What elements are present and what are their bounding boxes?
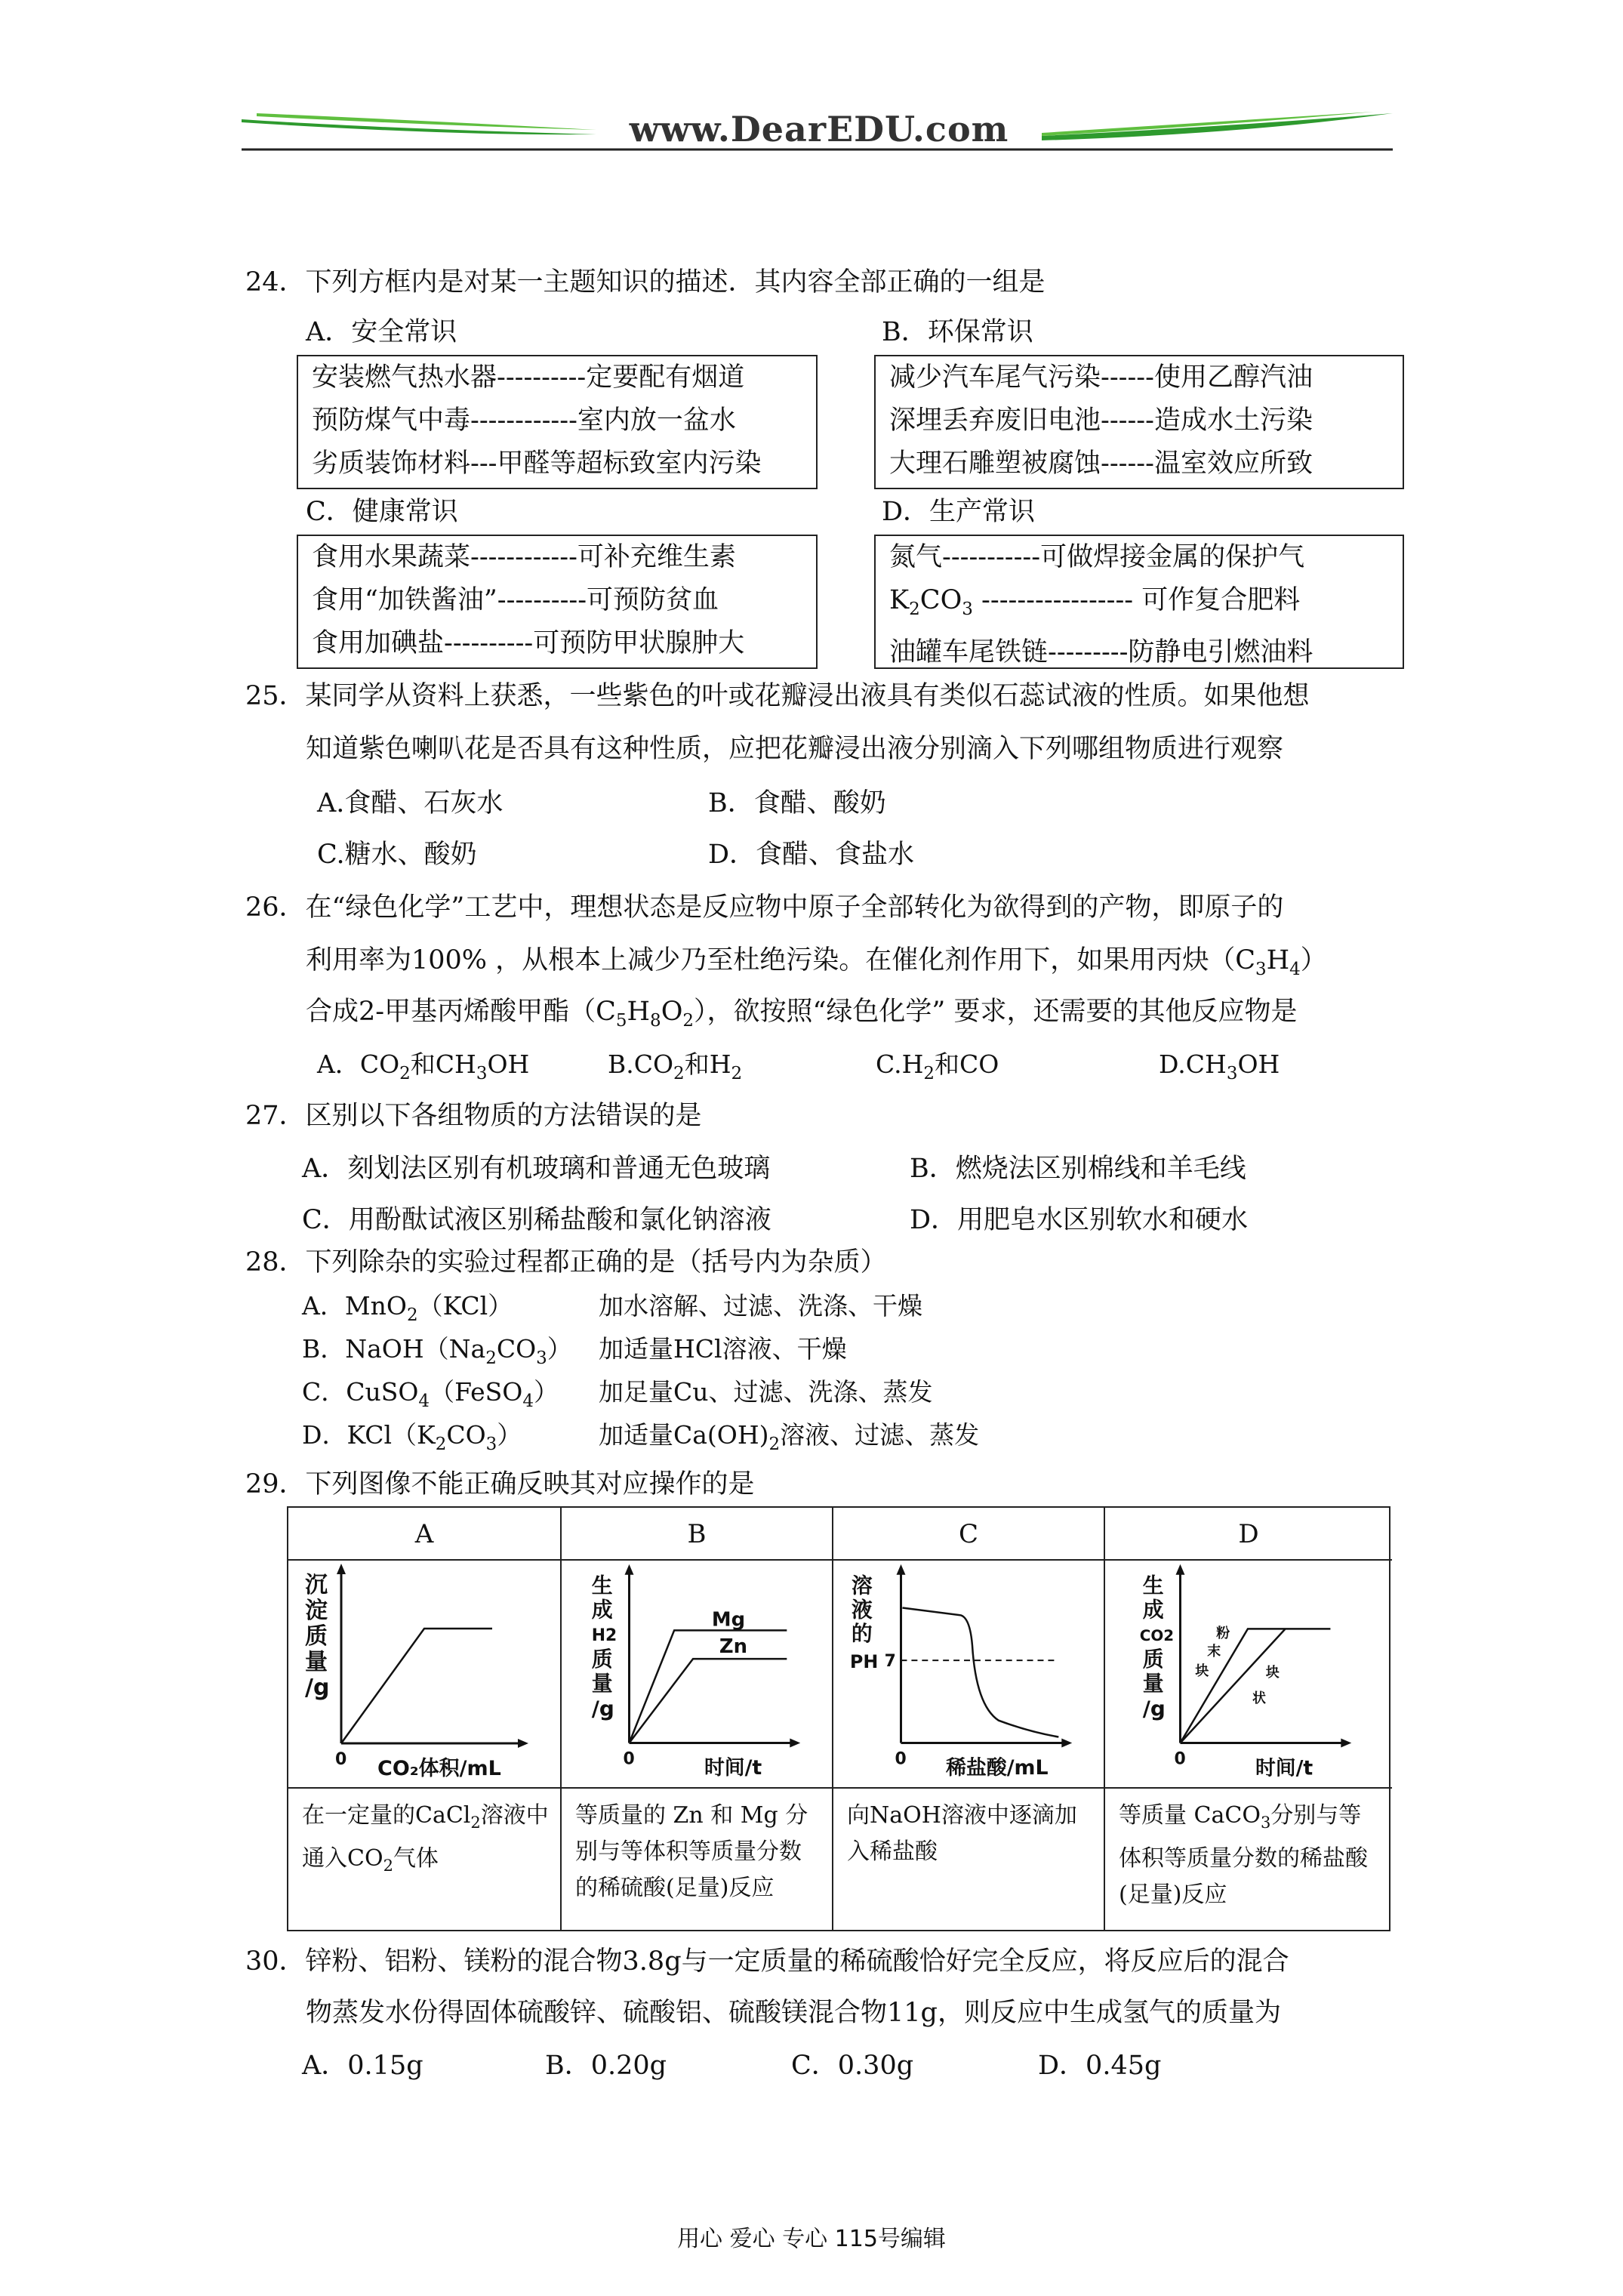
q29-graph-a <box>288 1562 560 1787</box>
site-header <box>242 106 1393 166</box>
q29-col-b <box>560 1508 832 1930</box>
graph-c-origin: 0 <box>895 1749 907 1769</box>
q30-option-c: C．0.30g <box>791 2051 914 2081</box>
q29-header-c: C <box>833 1508 1104 1561</box>
q27-option-a: A．刻划法区别有机玻璃和普通无色玻璃 <box>302 1154 771 1184</box>
q30-option-d: D．0.45g <box>1038 2051 1162 2081</box>
q25-stem-1: 25．某同学从资料上获悉，一些紫色的叶或花瓣浸出液具有类似石蕊试液的性质。如果他想 <box>245 681 1310 711</box>
q24-box-c <box>297 535 818 669</box>
graph-d-ylabel: 生 <box>1142 1573 1164 1598</box>
graph-d-ylabel: 量 <box>1142 1670 1164 1696</box>
q28-row-a: A．MnO$_2$（KCl） <box>302 1291 513 1325</box>
q24-d-line: 油罐车尾铁链---------防静电引燃油料 <box>889 637 1313 667</box>
q29-caption-c: 向NaOH溶液中逐滴加入稀盐酸 <box>833 1787 1104 1933</box>
q28-row-b: B．$NaOH(Na_2CO_3)$ <box>302 1334 572 1368</box>
graph-d-origin: 0 <box>1174 1749 1186 1769</box>
q24-stem: 24．下列方框内是对某一主题知识的描述．其内容全部正确的一组是 <box>245 267 1046 297</box>
graph-c-ylabel: 的 <box>851 1621 873 1647</box>
q27-option-c: C．用酚酞试液区别稀盐酸和氯化钠溶液 <box>302 1205 771 1235</box>
graph-d-label-kuai: 块 <box>1265 1664 1280 1681</box>
graph-b-origin: 0 <box>623 1749 635 1769</box>
q26-option-d: $D.CH_3OH$ <box>1159 1049 1280 1083</box>
graph-a-xlabel: CO₂体积/mL <box>377 1757 501 1780</box>
graph-d-label-powder: 末 <box>1207 1644 1221 1660</box>
graph-b-ylabel: /g <box>591 1696 614 1721</box>
graph-c-ylabel: 液 <box>851 1597 873 1623</box>
q29-col-d <box>1104 1508 1392 1930</box>
q26-option-b: $B.CO_2$和$H_2$ <box>608 1049 743 1083</box>
q24-box-b <box>874 355 1404 489</box>
q27-option-b: B．燃烧法区别棉线和羊毛线 <box>910 1154 1246 1184</box>
q24-b-label: B．环保常识 <box>882 317 1033 347</box>
q29-caption-b: 等质量的 Zn 和 Mg 分别与等体积等质量分数的稀硫酸(足量)反应 <box>562 1787 832 1933</box>
q29-graph-b <box>562 1562 832 1787</box>
q24-d-label: D．生产常识 <box>882 497 1036 527</box>
q26-stem-1: 26．在“绿色化学”工艺中，理想状态是反应物中原子全部转化为欲得到的产物，即原子的 <box>245 892 1284 923</box>
site-logo-text[interactable]: www.DearEDU.com <box>629 109 1009 149</box>
q25-option-d: D．食醋、食盐水 <box>708 840 915 870</box>
graph-a-ylabel: 沉 <box>305 1572 328 1598</box>
q29-header-a: A <box>288 1508 560 1561</box>
q24-b-line: 减少汽车尾气污染------使用乙醇汽油 <box>889 362 1313 393</box>
q29-col-c <box>832 1508 1104 1930</box>
q25-option-c: C.糖水、酸奶 <box>317 840 477 870</box>
q24-box-d <box>874 535 1404 669</box>
q24-d-line: 氮气-----------可做焊接金属的保护气 <box>889 542 1305 572</box>
q29-col-a <box>288 1508 560 1930</box>
q28-row-b-method: 加适量HCl溶液、干燥 <box>599 1334 847 1364</box>
q28-row-a-method: 加水溶解、过滤、洗涤、干燥 <box>599 1291 922 1321</box>
q30-stem-2: 物蒸发水份得固体硫酸锌、硫酸铝、硫酸镁混合物11g，则反应中生成氢气的质量为 <box>306 1998 1281 2028</box>
q28-stem: 28．下列除杂的实验过程都正确的是（括号内为杂质） <box>245 1247 887 1277</box>
q25-stem-2: 知道紫色喇叭花是否具有这种性质，应把花瓣浸出液分别滴入下列哪组物质进行观察 <box>306 734 1284 764</box>
q29-stem: 29．下列图像不能正确反映其对应操作的是 <box>245 1469 755 1499</box>
q25-option-a: A.食醋、石灰水 <box>317 788 504 818</box>
q24-a-line: 劣质装饰材料---甲醛等超标致室内污染 <box>312 448 762 479</box>
graph-d-xlabel: 时间/t <box>1255 1756 1313 1780</box>
graph-d-ylabel: 成 <box>1142 1597 1164 1623</box>
q24-a-line: 预防煤气中毒------------室内放一盆水 <box>312 405 736 436</box>
q24-a-line: 安装燃气热水器----------定要配有烟道 <box>312 362 745 393</box>
graph-a-ylabel: 量 <box>305 1649 328 1675</box>
q28-row-d-method: 加适量$Ca(OH)_2$溶液、过滤、蒸发 <box>599 1420 980 1454</box>
q24-box-a <box>297 355 818 489</box>
q29-header-d: D <box>1105 1508 1392 1561</box>
q30-stem-1: 30．锌粉、铝粉、镁粉的混合物3.8g与一定质量的稀硫酸恰好完全反应，将反应后的混合 <box>245 1946 1289 1977</box>
q28-row-c: C．CuSO$_4$（FeSO$_4$） <box>302 1377 559 1411</box>
graph-b-ylabel: 质 <box>591 1647 613 1672</box>
q28-row-d: D．$KCl(K_2CO_3)$ <box>302 1420 522 1454</box>
graph-c-ylabel: PH <box>849 1651 879 1673</box>
graph-a-ylabel: 淀 <box>305 1598 328 1624</box>
q29-caption-d: 等质量 CaCO$_3$分别与等体积等质量分数的稀盐酸(足量)反应 <box>1105 1787 1392 1933</box>
graph-d-label-block: 块 <box>1195 1663 1209 1679</box>
q24-d-line-formula: $K_2CO_3$ ----------------- 可作复合肥料 <box>889 585 1301 619</box>
graph-d-ylabel: 质 <box>1142 1647 1164 1672</box>
q26-stem-2: 利用率为100% ，从根本上减少乃至杜绝污染。在催化剂作用下，如果用丙炔$(C_3H_4)$ <box>306 945 1327 979</box>
graph-d-ylabel: /g <box>1142 1696 1166 1721</box>
graph-b-series-mg: Mg <box>711 1608 746 1632</box>
q24-c-line: 食用水果蔬菜------------可补充维生素 <box>312 542 736 572</box>
graph-c-xlabel: 稀盐酸/mL <box>946 1756 1049 1780</box>
q29-graph-d <box>1105 1562 1392 1787</box>
graph-b-ylabel: 量 <box>591 1670 613 1696</box>
q29-graph-c <box>833 1562 1104 1787</box>
graph-c-tick-7: 7 <box>884 1652 896 1672</box>
q29-caption-a: 在一定量的CaCl$_2$溶液中通入$CO_2$气体 <box>288 1787 560 1933</box>
q24-c-line: 食用加碘盐----------可预防甲状腺肿大 <box>312 628 745 658</box>
q24-c-label: C．健康常识 <box>306 497 458 527</box>
graph-a-origin: 0 <box>335 1750 347 1769</box>
page-footer: 用心 爱心 专心 115号编辑 <box>677 2226 946 2252</box>
graph-b-series-zn: Zn <box>719 1635 747 1659</box>
graph-b-ylabel: 成 <box>591 1597 613 1623</box>
q25-option-b: B．食醋、酸奶 <box>708 788 886 818</box>
q30-option-b: B．0.20g <box>545 2051 667 2081</box>
q24-b-line: 深埋丢弃废旧电池------造成水土污染 <box>889 405 1313 436</box>
graph-b-ylabel: 生 <box>591 1573 613 1598</box>
q28-row-c-method: 加足量Cu、过滤、洗涤、蒸发 <box>599 1377 933 1407</box>
q24-a-label: A．安全常识 <box>306 317 457 347</box>
graph-b-xlabel: 时间/t <box>704 1756 762 1780</box>
q24-c-line: 食用“加铁酱油”----------可预防贫血 <box>312 585 719 615</box>
graph-d-label-zhuang: 状 <box>1252 1690 1266 1706</box>
graph-a-ylabel: 质 <box>305 1623 328 1650</box>
graph-d-label-powder: 粉 <box>1216 1626 1230 1642</box>
graph-a-ylabel: /g <box>305 1675 330 1701</box>
q30-option-a: A．0.15g <box>302 2051 423 2081</box>
q29-header-b: B <box>562 1508 832 1561</box>
graph-b-ylabel: H2 <box>591 1626 617 1646</box>
q24-b-line: 大理石雕塑被腐蚀------温室效应所致 <box>889 448 1313 479</box>
q27-option-d: D．用肥皂水区别软水和硬水 <box>910 1205 1249 1235</box>
q29-graph-table <box>287 1506 1390 1931</box>
q26-option-c: $C.H_2$和CO <box>876 1049 999 1083</box>
q26-stem-3: 合成2-甲基丙烯酸甲酯$(C_5H_8O_2)$，欲按照“绿色化学” 要求，还需要的其他反应物是 <box>306 997 1298 1031</box>
q27-stem: 27．区别以下各组物质的方法错误的是 <box>245 1101 702 1131</box>
graph-c-ylabel: 溶 <box>851 1573 873 1598</box>
q26-option-a: A．$CO_2$和$CH_3OH$ <box>317 1049 530 1083</box>
graph-d-ylabel: CO2 <box>1139 1627 1175 1645</box>
